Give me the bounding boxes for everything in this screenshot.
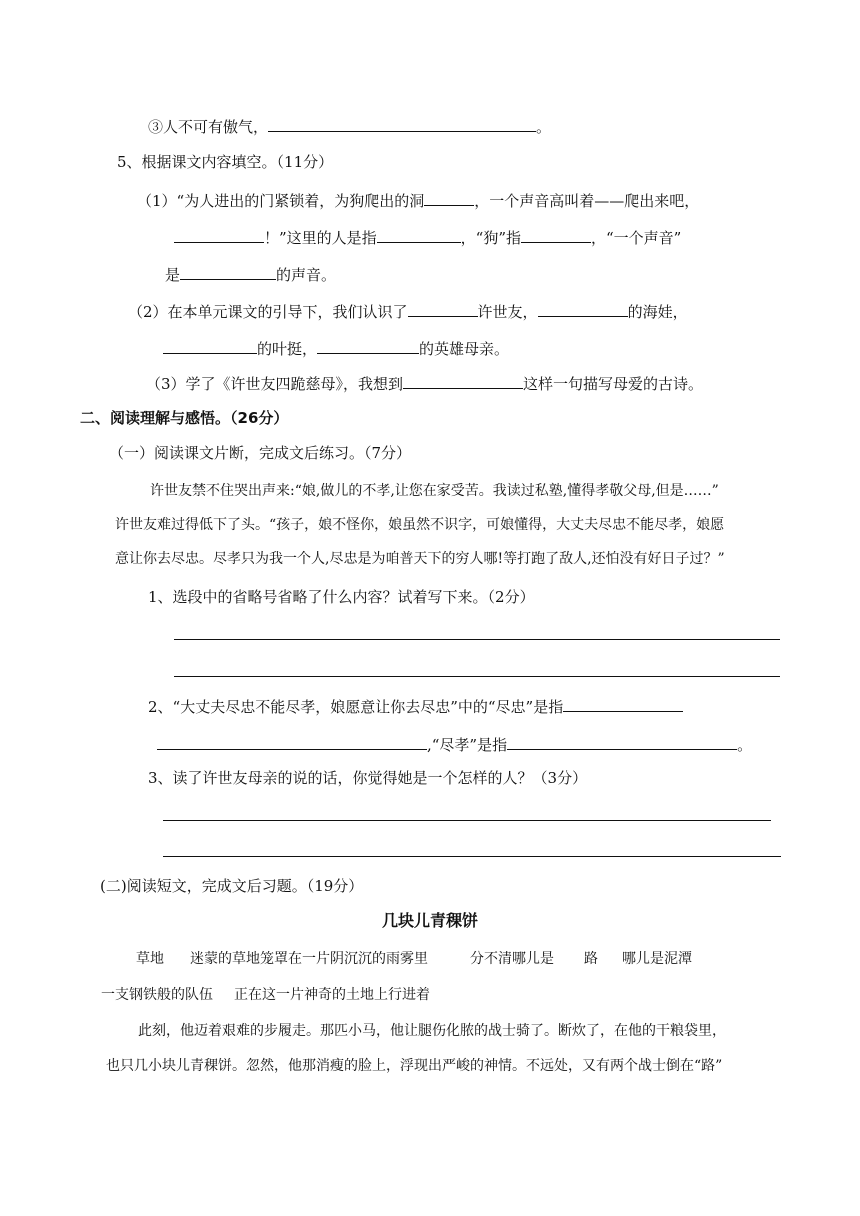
q5-1-text-a: （1）“为人进出的门紧锁着，为狗爬出的洞 — [137, 192, 425, 210]
poem-phrase: 分不清哪儿是 — [470, 951, 554, 967]
part-2-heading: (二)阅读短文，完成文后习题。（19分） — [100, 877, 364, 895]
q5-2-text-b: 许世友， — [477, 303, 538, 321]
item-3-line — [148, 115, 551, 137]
q5-2-line2 — [163, 337, 509, 359]
part-1-q1: 1、选段中的省略号省略了什么内容？试着写下来。（2分） — [148, 588, 535, 606]
q5-1-text-d: ，“狗”指 — [460, 229, 522, 247]
answer-blank[interactable] — [403, 372, 523, 389]
q5-2-line1 — [128, 300, 688, 322]
poem-phrase: 迷蒙的草地笼罩在一片阴沉沉的雨雾里 — [190, 951, 428, 967]
q5-2-text-c: 的海娃， — [627, 303, 688, 321]
item-3-text: ③人不可有傲气， — [148, 118, 269, 136]
poem-word: 草地 — [136, 951, 164, 967]
q5-2-text-a: （2）在本单元课文的引导下，我们认识了 — [128, 303, 408, 321]
part-1-q2-line2 — [157, 733, 752, 755]
poem-word: 路 — [584, 951, 598, 967]
answer-blank[interactable] — [157, 733, 427, 750]
answer-blank[interactable] — [563, 695, 683, 712]
part-1-q2-line1 — [148, 695, 683, 717]
answer-blank[interactable] — [424, 189, 474, 206]
poem-phrase: 哪儿是泥潭 — [622, 951, 692, 967]
q5-1-text-e: ，“一个声音” — [591, 229, 682, 247]
passage-paragraph-line: 此刻，他迈着艰难的步履走。那匹小马，他让腿伤化脓的战士骑了。断炊了，在他的干粮袋里， — [138, 1023, 726, 1039]
answer-blank[interactable] — [163, 337, 257, 354]
answer-line[interactable] — [174, 639, 780, 640]
q5-2-text-e: 的英雄母亲。 — [419, 340, 510, 358]
q2-text-a: 2、“大丈夫尽忠不能尽孝，娘愿意让你去尽忠”中的“尽忠”是指 — [148, 698, 564, 716]
answer-blank[interactable] — [174, 226, 264, 243]
q5-2-text-d: 的叶挺， — [257, 340, 318, 358]
q5-3-text-b: 这样一句描写母爱的古诗。 — [523, 375, 704, 393]
answer-line[interactable] — [163, 820, 771, 821]
answer-blank[interactable] — [408, 300, 478, 317]
answer-blank[interactable] — [507, 733, 737, 750]
passage-line: 许世友难过得低下了头。“孩子，娘不怪你，娘虽然不识字，可娘懂得，大丈夫尽忠不能尽孝，娘愿 — [115, 517, 725, 533]
q5-1-line3 — [165, 263, 336, 285]
item-3-end: 。 — [536, 118, 552, 136]
q5-1-text-f: 是 — [165, 266, 181, 284]
q5-1-line2 — [174, 226, 681, 248]
answer-blank[interactable] — [317, 337, 419, 354]
answer-blank[interactable] — [538, 300, 628, 317]
answer-blank[interactable] — [180, 263, 276, 280]
answer-blank[interactable] — [377, 226, 461, 243]
q2-text-c: 。 — [737, 736, 753, 754]
section-2-heading: 二、阅读理解与感悟。（26分） — [80, 409, 289, 427]
q5-3-text-a: （3）学了《许世友四跪慈母》，我想到 — [146, 375, 404, 393]
passage-title: 几块儿青稞饼 — [381, 911, 478, 930]
part-1-q3: 3、读了许世友母亲的说的话，你觉得她是一个怎样的人？（3分） — [148, 769, 588, 787]
poem-phrase: 一支钢铁般的队伍 — [101, 987, 213, 1003]
answer-line[interactable] — [163, 856, 781, 857]
q5-heading: 5、根据课文内容填空。（11分） — [117, 153, 334, 171]
part-1-heading: （一）阅读课文片断，完成文后练习。（7分） — [109, 444, 412, 462]
poem-phrase: 正在这一片神奇的土地上行进着 — [234, 987, 430, 1003]
answer-line[interactable] — [174, 676, 780, 677]
q5-3-line — [146, 372, 703, 394]
q5-1-text-b: ，一个声音高叫着——爬出来吧， — [474, 192, 700, 210]
q5-1-line1 — [137, 189, 699, 211]
passage-paragraph-line: 也只几小块儿青稞饼。忽然，他那消瘦的脸上，浮现出严峻的神情。不远处，又有两个战士倒在“路” — [106, 1058, 723, 1074]
passage-line: 许世友禁不住哭出声来:“娘,做儿的不孝,让您在家受苦。我读过私塾,懂得孝敬父母,但是……” — [150, 483, 719, 499]
q2-text-b: ,“尽孝”是指 — [427, 736, 508, 754]
q5-1-text-c: ！”这里的人是指 — [264, 229, 377, 247]
passage-line: 意让你去尽忠。尽孝只为我一个人,尽忠是为咱普天下的穷人哪!等打跑了敌人,还怕没有好日子过？” — [115, 551, 725, 567]
answer-blank[interactable] — [521, 226, 591, 243]
answer-blank[interactable] — [268, 115, 536, 132]
q5-1-text-g: 的声音。 — [276, 266, 337, 284]
